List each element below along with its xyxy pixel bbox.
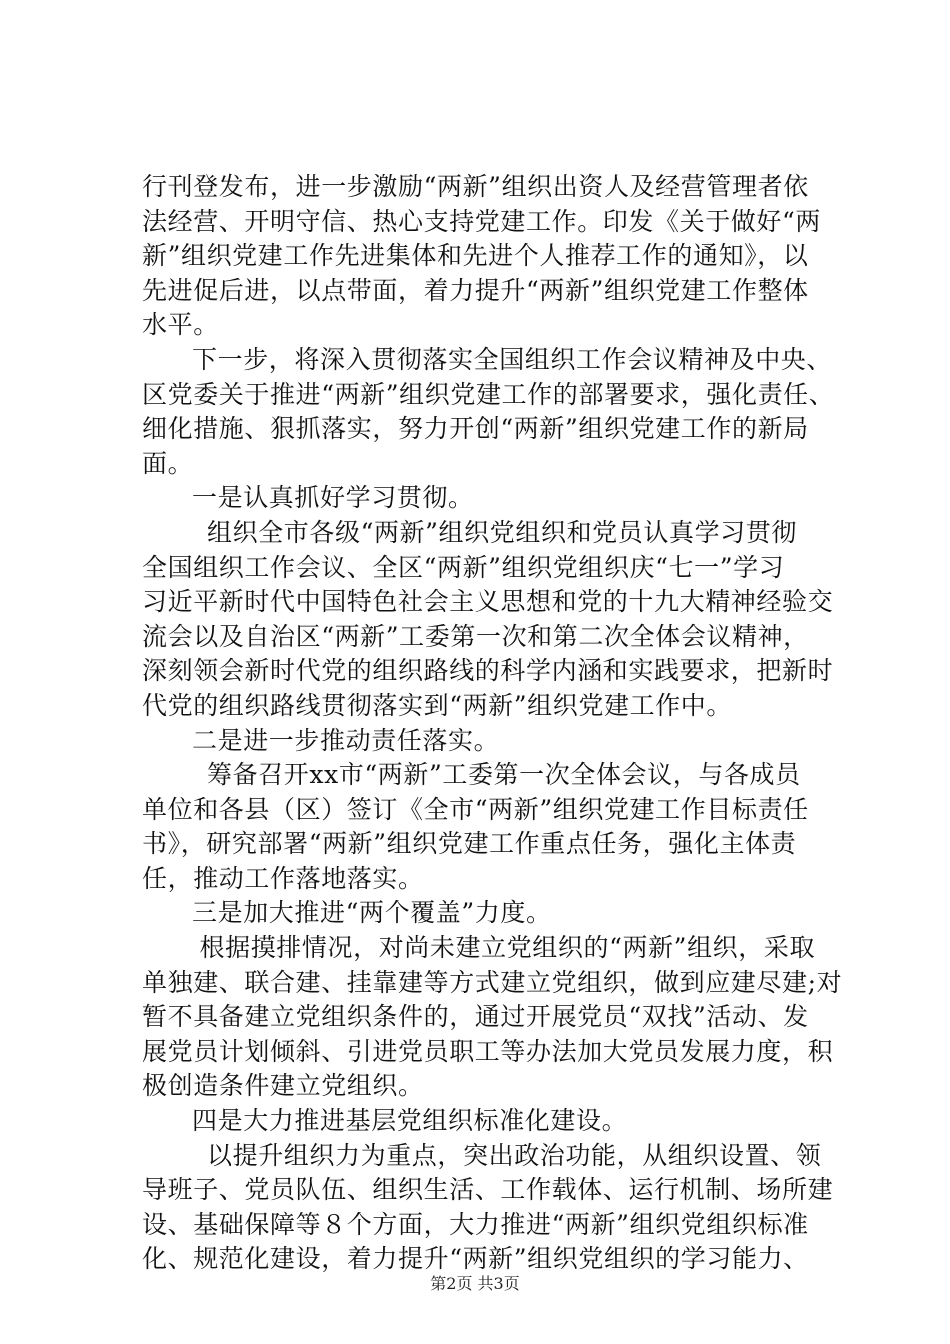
text-line: 水平。	[142, 310, 219, 340]
text-line: 三是加大推进“两个覆盖”力度。	[192, 898, 552, 928]
text-line: 导班子、党员队伍、组织生活、工作载体、运行机制、场所建	[142, 1175, 834, 1205]
text-line: 单独建、联合建、挂靠建等方式建立党组织，做到应建尽建;对	[142, 967, 843, 997]
text-line: 区党委关于推进“两新”组织党建工作的部署要求，强化责任、	[142, 379, 835, 409]
text-line: 新”组织党建工作先进集体和先进个人推荐工作的通知》，以	[142, 241, 809, 271]
text-line: 二是进一步推动责任落实。	[192, 725, 500, 755]
text-line: 展党员计划倾斜、引进党员职工等办法加大党员发展力度，积	[142, 1036, 834, 1066]
text-line: 任，推动工作落地落实。	[142, 863, 424, 893]
text-line: 流会以及自治区“两新”工委第一次和第二次全体会议精神，	[142, 621, 809, 651]
text-line: 暂不具备建立党组织条件的，通过开展党员“双找”活动、发	[142, 1002, 809, 1032]
text-line: 单位和各县（区）签订《全市“两新”组织党建工作目标责任	[142, 794, 809, 824]
text-line: 一是认真抓好学习贯彻。	[192, 483, 474, 513]
text-line: 根据摸排情况，对尚未建立党组织的“两新”组织，采取	[199, 933, 816, 963]
text-line: 全国组织工作会议、全区“两新”组织党组织庆“七一”学习	[142, 552, 785, 582]
text-line: 书》，研究部署“两新”组织党建工作重点任务，强化主体责	[142, 829, 797, 859]
page-footer: 第2页 共3页	[430, 1274, 520, 1293]
text-line: 以提升组织力为重点，突出政治功能，从组织设置、领	[207, 1140, 822, 1170]
text-line: 四是大力推进基层党组织标准化建设。	[192, 1106, 628, 1136]
text-line: 化、规范化建设，着力提升“两新”组织党组织的学习能力、	[142, 1244, 809, 1274]
text-line: 细化措施、狠抓落实，努力开创“两新”组织党建工作的新局	[142, 414, 809, 444]
text-line: 设、基础保障等８个方面，大力推进“两新”组织党组织标准	[142, 1209, 809, 1239]
text-line: 行刊登发布，进一步激励“两新”组织出资人及经营管理者依	[142, 172, 809, 201]
text-line: 筹备召开xx市“两新”工委第一次全体会议，与各成员	[207, 760, 801, 790]
document-body	[142, 170, 843, 1277]
text-line: 先进促后进，以点带面，着力提升“两新”组织党建工作整体	[142, 275, 809, 305]
text-line: 下一步，将深入贯彻落实全国组织工作会议精神及中央、	[192, 344, 833, 374]
text-line: 代党的组织路线贯彻落实到“两新”组织党建工作中。	[142, 690, 732, 720]
text-line: 深刻领会新时代党的组织路线的科学内涵和实践要求，把新时	[142, 656, 834, 686]
text-line: 习近平新时代中国特色社会主义思想和党的十九大精神经验交	[142, 587, 834, 617]
text-line: 面。	[142, 448, 194, 478]
text-line: 组织全市各级“两新”组织党组织和党员认真学习贯彻	[207, 517, 797, 547]
text-line: 极创造条件建立党组织。	[142, 1071, 424, 1101]
text-line: 法经营、开明守信、热心支持党建工作。印发《关于做好“两	[142, 206, 821, 236]
